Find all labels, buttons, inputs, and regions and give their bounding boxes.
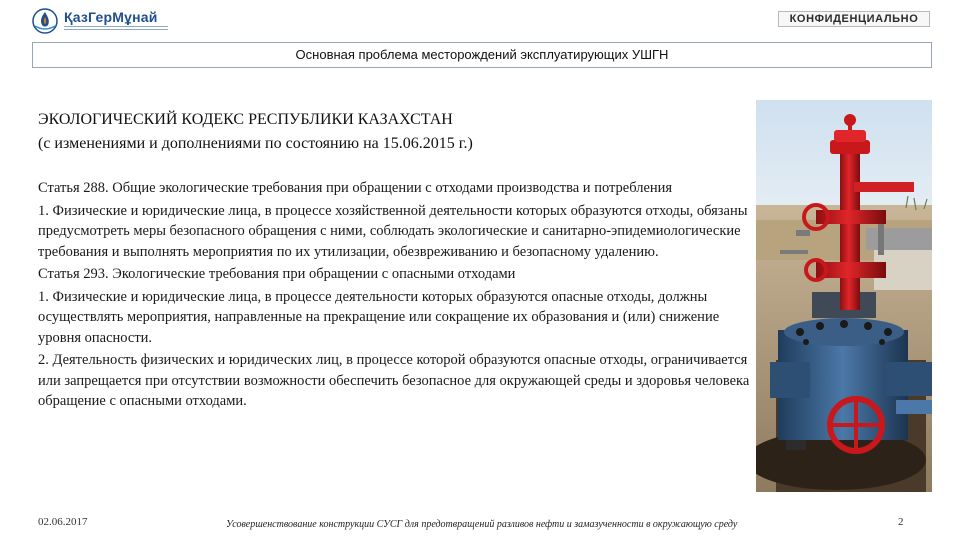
article-293-heading: Статья 293. Экологические требования при обращении с опасными отходами: [38, 266, 516, 282]
page-number: 2: [898, 516, 904, 528]
confidential-badge: КОНФИДЕНЦИАЛЬНО: [778, 11, 930, 27]
company-logo: [32, 6, 172, 36]
footer-caption: Усовершенствование конструкции СУСГ для предотвращений разливов нефти и замазученности в окружающую среду: [226, 519, 738, 530]
logo-tagline-lines: [64, 26, 168, 32]
article-288-clause-1: 1. Физические и юридические лица, в процессе хозяйственной деятельности которых образуются отходы, обязаны предусмотреть меры безопасного обращения с ними, соблюдать экологические и санитарно-эпидемиологические требования и выполнять мероприятия по их утилизации, обезвреживанию и безопасному удалению.: [38, 202, 748, 260]
logo-wordmark: ҚазГерМұнай: [64, 9, 158, 25]
code-subtitle: (с изменениями и дополнениями по состоянию на 15.06.2015 г.): [38, 135, 473, 152]
main-text: [38, 108, 750, 412]
article-288-heading: Статья 288. Общие экологические требования при обращении с отходами производства и потребления: [38, 180, 673, 196]
flame-logo-icon: [32, 8, 58, 34]
article-293-clause-2: 2. Деятельность физических и юридических лиц, в процессе которой образуются опасные отходы, ограничивается или запрещается при отсутствии возможности обеспечить безопасное для окружающей среды и здоровья человека обращение с опасными отходами.: [38, 352, 750, 409]
code-title: ЭКОЛОГИЧЕСКИЙ КОДЕКС РЕСПУБЛИКИ КАЗАХСТАН: [38, 111, 453, 128]
article-293-clause-1: 1. Физические и юридические лица, в процессе деятельности которых образуются опасные отходы, должны осуществлять мероприятия, направленные на прекращение или сокращение их образования и (или) снижение уровня опасности.: [38, 288, 720, 346]
footer-date: 02.06.2017: [38, 516, 88, 528]
wellhead-photo: [756, 100, 932, 492]
slide-title: Основная проблема месторождений эксплуатирующих УШГН: [32, 42, 932, 68]
